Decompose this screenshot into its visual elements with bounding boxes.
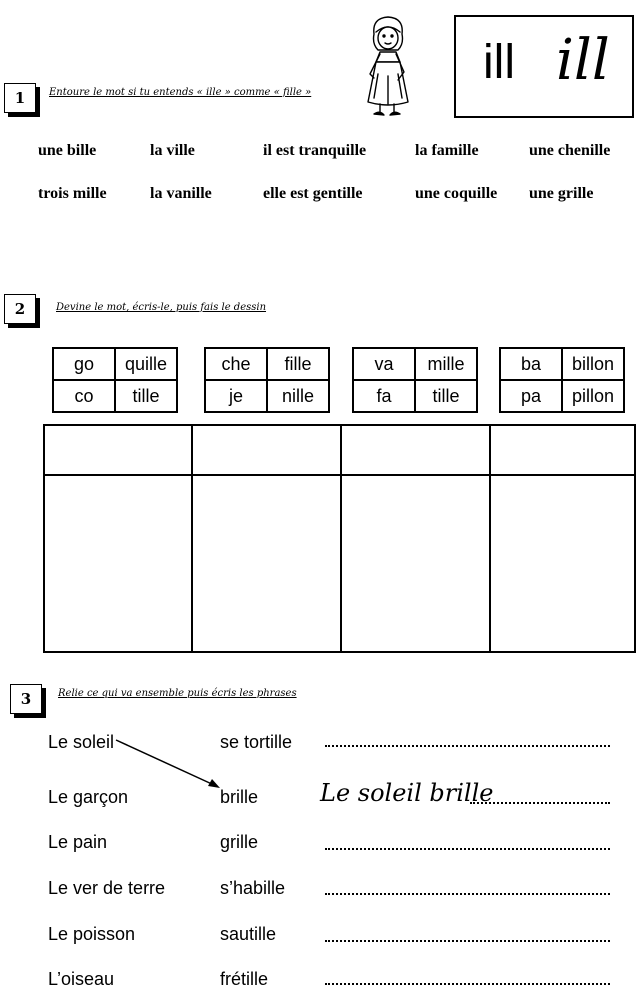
subject-item[interactable]: Le poisson bbox=[48, 924, 136, 944]
syllable-cell: pillon bbox=[562, 380, 624, 412]
section-2-number: 2 bbox=[4, 294, 36, 324]
section-1-instruction: Entoure le mot si tu entends « ille » comme « fille » bbox=[49, 87, 312, 98]
subject-item[interactable]: L’oiseau bbox=[48, 969, 115, 989]
syllable-cell: pa bbox=[500, 380, 562, 412]
subject-item[interactable]: Le pain bbox=[48, 832, 108, 852]
syllable-cell: ba bbox=[500, 348, 562, 380]
syllable-cell: mille bbox=[415, 348, 477, 380]
word-item[interactable]: la famille bbox=[415, 142, 479, 159]
subject-item[interactable]: Le ver de terre bbox=[48, 878, 166, 898]
cursive-letters: ill bbox=[556, 28, 610, 93]
girl-illustration bbox=[358, 14, 418, 122]
section-2-instruction: Devine le mot, écris-le, puis fais le dessin bbox=[56, 302, 267, 313]
syllable-cell: va bbox=[353, 348, 415, 380]
syllable-cell: nille bbox=[267, 380, 329, 412]
syllable-cell: go bbox=[53, 348, 115, 380]
section-1-number: 1 bbox=[4, 83, 36, 113]
syllable-cell: je bbox=[205, 380, 267, 412]
syllable-cell: che bbox=[205, 348, 267, 380]
section-3-instruction: Relie ce qui va ensemble puis écris les phrases bbox=[58, 688, 297, 699]
syllable-cell: fa bbox=[353, 380, 415, 412]
letters-box bbox=[454, 15, 634, 118]
word-answer-cell[interactable] bbox=[193, 426, 340, 474]
answer-line[interactable] bbox=[325, 982, 610, 985]
syllable-table bbox=[52, 347, 178, 413]
link-arrow bbox=[110, 735, 230, 795]
answer-line[interactable] bbox=[325, 847, 610, 850]
subject-item[interactable]: Le soleil bbox=[48, 732, 115, 752]
word-item[interactable]: une coquille bbox=[415, 185, 498, 202]
drawing-cell[interactable] bbox=[342, 476, 489, 651]
verb-item[interactable]: sautille bbox=[220, 924, 277, 944]
syllable-table bbox=[352, 347, 478, 413]
answer-grid bbox=[43, 424, 636, 653]
word-answer-cell[interactable] bbox=[342, 426, 489, 474]
syllable-cell: tille bbox=[415, 380, 477, 412]
word-item[interactable]: la ville bbox=[150, 142, 195, 159]
subject-item[interactable]: Le garçon bbox=[48, 787, 129, 807]
answer-line[interactable] bbox=[470, 801, 610, 804]
section-3-number: 3 bbox=[10, 684, 42, 714]
answer-line[interactable] bbox=[325, 744, 610, 747]
word-item[interactable]: une bille bbox=[38, 142, 97, 159]
verb-item[interactable]: s’habille bbox=[220, 878, 286, 898]
drawing-cell[interactable] bbox=[45, 476, 191, 651]
drawing-cell[interactable] bbox=[193, 476, 340, 651]
word-item[interactable]: une chenille bbox=[529, 142, 611, 159]
example-answer: Le soleil brille bbox=[320, 779, 494, 807]
syllable-cell: tille bbox=[115, 380, 177, 412]
word-answer-cell[interactable] bbox=[45, 426, 191, 474]
word-item[interactable]: trois mille bbox=[38, 185, 107, 202]
word-item[interactable]: il est tranquille bbox=[263, 142, 367, 159]
syllable-table bbox=[204, 347, 330, 413]
drawing-cell[interactable] bbox=[491, 476, 634, 651]
verb-item[interactable]: frétille bbox=[220, 969, 269, 989]
answer-line[interactable] bbox=[325, 892, 610, 895]
verb-item[interactable]: brille bbox=[220, 787, 259, 807]
print-letters: ill bbox=[483, 36, 515, 89]
word-item[interactable]: une grille bbox=[529, 185, 594, 202]
syllable-cell: quille bbox=[115, 348, 177, 380]
syllable-table bbox=[499, 347, 625, 413]
word-answer-cell[interactable] bbox=[491, 426, 634, 474]
verb-item[interactable]: se tortille bbox=[220, 732, 293, 752]
syllable-cell: co bbox=[53, 380, 115, 412]
word-item[interactable]: la vanille bbox=[150, 185, 212, 202]
syllable-cell: billon bbox=[562, 348, 624, 380]
verb-item[interactable]: grille bbox=[220, 832, 259, 852]
syllable-cell: fille bbox=[267, 348, 329, 380]
answer-line[interactable] bbox=[325, 939, 610, 942]
word-item[interactable]: elle est gentille bbox=[263, 185, 363, 202]
